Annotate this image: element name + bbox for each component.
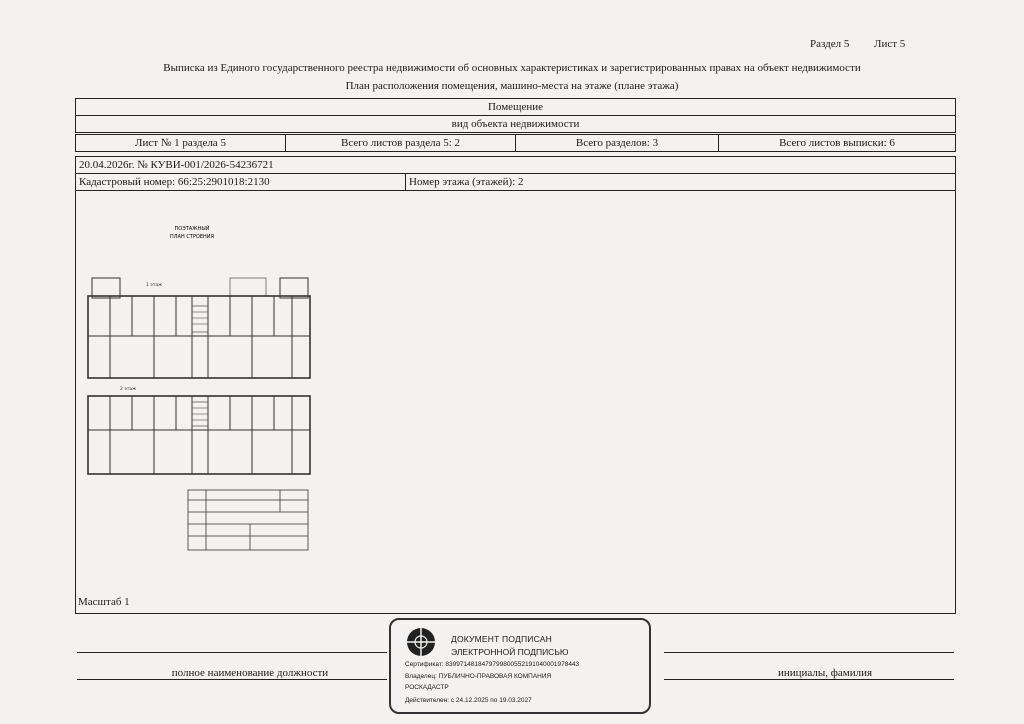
floor-plan-drawing: [80, 218, 320, 558]
name-line: [664, 679, 954, 680]
floor-2-label: 2 этаж: [120, 387, 137, 392]
floor-1-plan: [88, 278, 310, 378]
document-title: Выписка из Единого государственного реестра недвижимости об основных характеристиках и зарегистрированных правах на объект недвижимости: [163, 62, 861, 74]
object-type-label: вид объекта недвижимости: [75, 115, 956, 133]
scale-label: Масштаб 1: [78, 596, 130, 608]
electronic-signature-stamp: [389, 618, 651, 714]
total-sections: Всего разделов: 3: [515, 134, 719, 152]
floor-1-label: 1 этаж: [146, 283, 163, 288]
stamp-line-1: ДОКУМЕНТ ПОДПИСАН: [451, 634, 552, 644]
stamp-owner-2: РОСКАДАСТР: [405, 684, 449, 691]
total-sheets-extract: Всего листов выписки: 6: [718, 134, 956, 152]
plan-caption-1: ПОЭТАЖНЫЙ: [174, 226, 210, 232]
extract-date-number: 20.04.2026г. № КУВИ-001/2026-54236721: [75, 156, 956, 174]
plan-title-block: [188, 490, 308, 550]
name-caption: инициалы, фамилия: [777, 667, 873, 679]
sheet-of-section: Лист № 1 раздела 5: [75, 134, 286, 152]
position-line-top: [77, 652, 387, 653]
name-line-top: [664, 652, 954, 653]
sheet-number: Лист 5: [874, 38, 906, 50]
position-caption: полное наименование должности: [171, 667, 329, 679]
stamp-line-2: ЭЛЕКТРОННОЙ ПОДПИСЬЮ: [451, 647, 569, 657]
document-subtitle: План расположения помещения, машино-места на этаже (плане этажа): [345, 80, 679, 92]
floor-number: Номер этажа (этажей): 2: [405, 173, 956, 191]
object-type-value: Помещение: [75, 98, 956, 116]
stamp-owner-1: Владелец: ПУБЛИЧНО-ПРАВОВАЯ КОМПАНИЯ: [405, 673, 552, 680]
position-line: [77, 679, 387, 680]
cadastral-number: Кадастровый номер: 66:25:2901018:2130: [75, 173, 406, 191]
plan-caption-2: ПЛАН СТРОЕНИЯ: [170, 234, 214, 240]
stamp-validity: Действителен: с 24.12.2025 по 19.03.2027: [405, 697, 532, 704]
total-sheets-section: Всего листов раздела 5: 2: [285, 134, 516, 152]
rosreestr-logo-icon: [405, 626, 437, 658]
floor-2-plan: [88, 386, 310, 474]
section-number: Раздел 5: [810, 38, 850, 50]
stamp-certificate: Сертификат: 8399714818479799800552191040001978443: [405, 661, 580, 668]
